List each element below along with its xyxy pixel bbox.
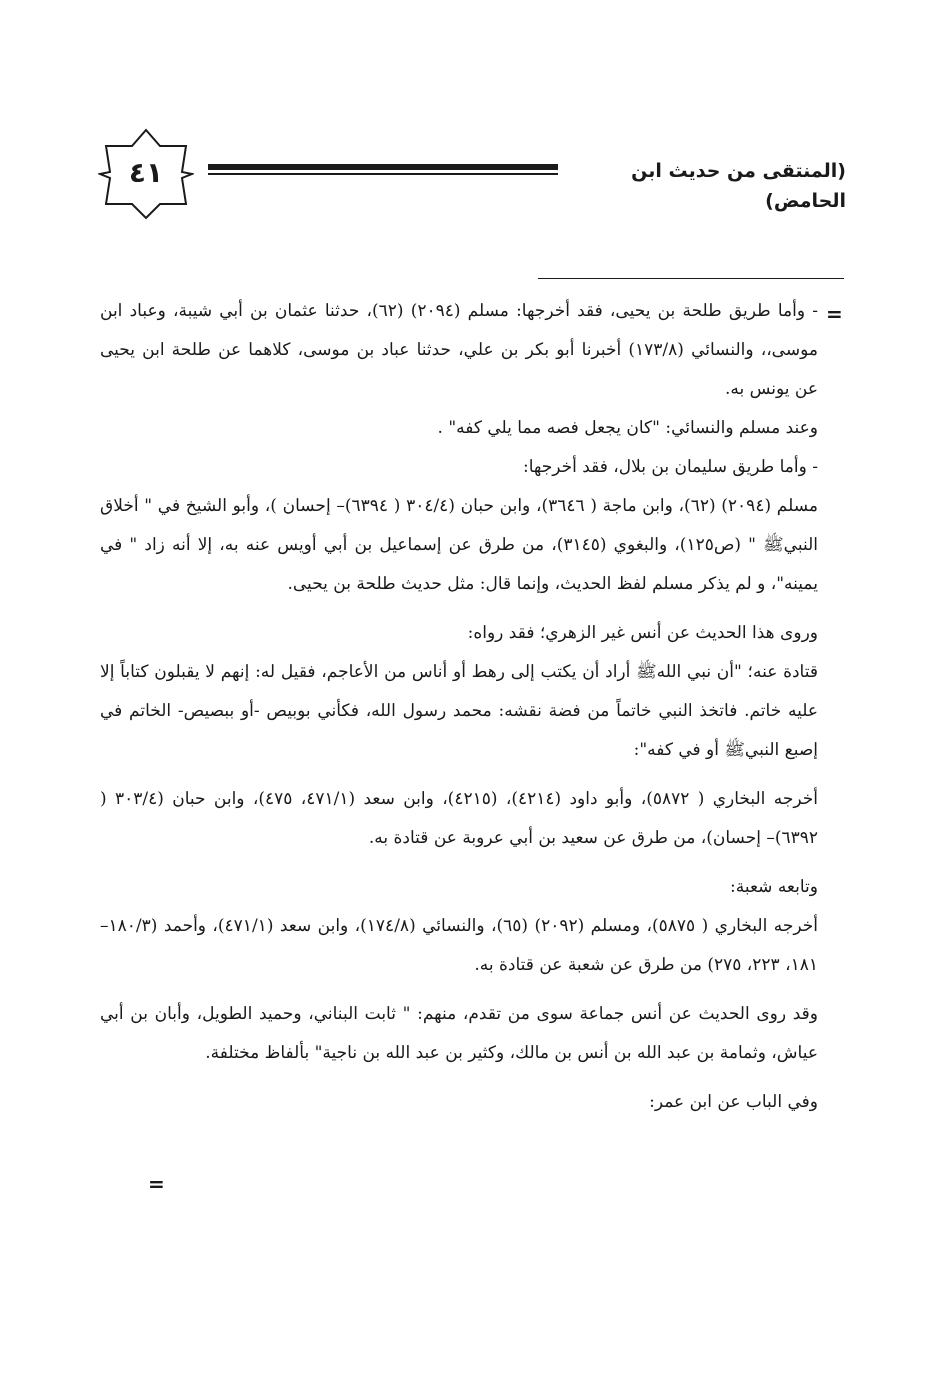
paragraph-shuba-followup: وتابعه شعبة: — [730, 877, 818, 897]
page-number: ٤١ — [128, 156, 164, 189]
running-title: (المنتقى من حديث ابن الحامض) — [631, 160, 846, 212]
paragraph-sulayman-route-intro: - وأما طريق سليمان بن بلال، فقد أخرجها: — [522, 457, 818, 477]
paragraph-other-narrators-intro: وروى هذا الحديث عن أنس غير الزهري؛ فقد رواه: — [467, 623, 818, 643]
paragraph-other-transmitters: وقد روى الحديث عن أنس جماعة سوى من تقدم، منهم: " ثابت البناني، وحميد الطويل، وأبان بن أبي عياش، وثمامة بن عبد الله بن أنس بن مالك، وكثير بن عبد الله بن ناجية" بألفاظ مختلفة. — [100, 1004, 818, 1063]
paragraph-shuba-sources: أخرجه البخاري ( ٥٨٧٥)، ومسلم (٢٠٩٢) (٦٥)، والنسائي (١٧٤/٨)، وابن سعد (٤٧١/١)، وأحمد (١٨٠/٣– ١٨١، ٢٢٣، ٢٧٥) من طرق عن شعبة عن قتادة به. — [100, 916, 818, 975]
paragraph-ibn-umar-chapter: وفي الباب عن ابن عمر: — [649, 1092, 818, 1112]
paragraph-muslim-nasai-wording: وعند مسلم والنسائي: "كان يجعل فصه مما يلي كفه" . — [437, 418, 818, 438]
paragraph-qatada-sources: أخرجه البخاري ( ٥٨٧٢)، وأبو داود (٤٢١٤)، (٤٢١٥)، وابن سعد (٤٧١/١، ٤٧٥)، وابن حبان (٣٠٣/٤ ( ٦٣٩٢)– إحسان)، من طرق عن سعيد بن أبي عروبة عن قتادة به. — [100, 789, 818, 848]
continuation-mark-top: = — [826, 302, 843, 326]
section-separator — [538, 278, 844, 279]
paragraph-qatada-hadith: قتادة عنه؛ "أن نبي اللهﷺ أراد أن يكتب إلى رهط أو أناس من الأعاجم، فقيل له: إنهم لا يقبلون كتاباً إلا عليه خاتم. فاتخذ النبي خاتماً من فضة نقشه: محمد رسول الله، فكأني بوبيص -أو ببصيص- الخاتم في إصبع النبيﷺ أو في كفه": — [100, 662, 818, 760]
page-number-badge — [98, 128, 194, 220]
paragraph-talha-route: - وأما طريق طلحة بن يحيى، فقد أخرجها: مسلم (٢٠٩٤) (٦٢)، حدثنا عثمان بن أبي شيبة، وعباد ابن موسى،، والنسائي (١٧٣/٨) أخبرنا أبو بكر بن علي، حدثنا عباد بن موسى، كلاهما عن طلحة ابن يحيى عن يونس به. — [100, 301, 819, 399]
page-header — [0, 128, 942, 220]
header-rule — [208, 164, 558, 178]
paragraph-sulayman-route-sources: مسلم (٢٠٩٤) (٦٢)، وابن ماجة ( ٣٦٤٦)، وابن حبان (٣٠٤/٤ ( ٦٣٩٤)– إحسان )، وأبو الشيخ في " أخلاق النبيﷺ " (ص١٢٥)، والبغوي (٣١٤٥)، من طرق عن إسماعيل بن أبي أويس عنه به، إلا أنه زاد " في يمينه"، و لم يذكر مسلم لفظ الحديث، وإنما قال: مثل حديث طلحة بن يحيى. — [100, 496, 818, 594]
continuation-mark-bottom: = — [148, 1172, 165, 1196]
page-body — [100, 292, 818, 1122]
